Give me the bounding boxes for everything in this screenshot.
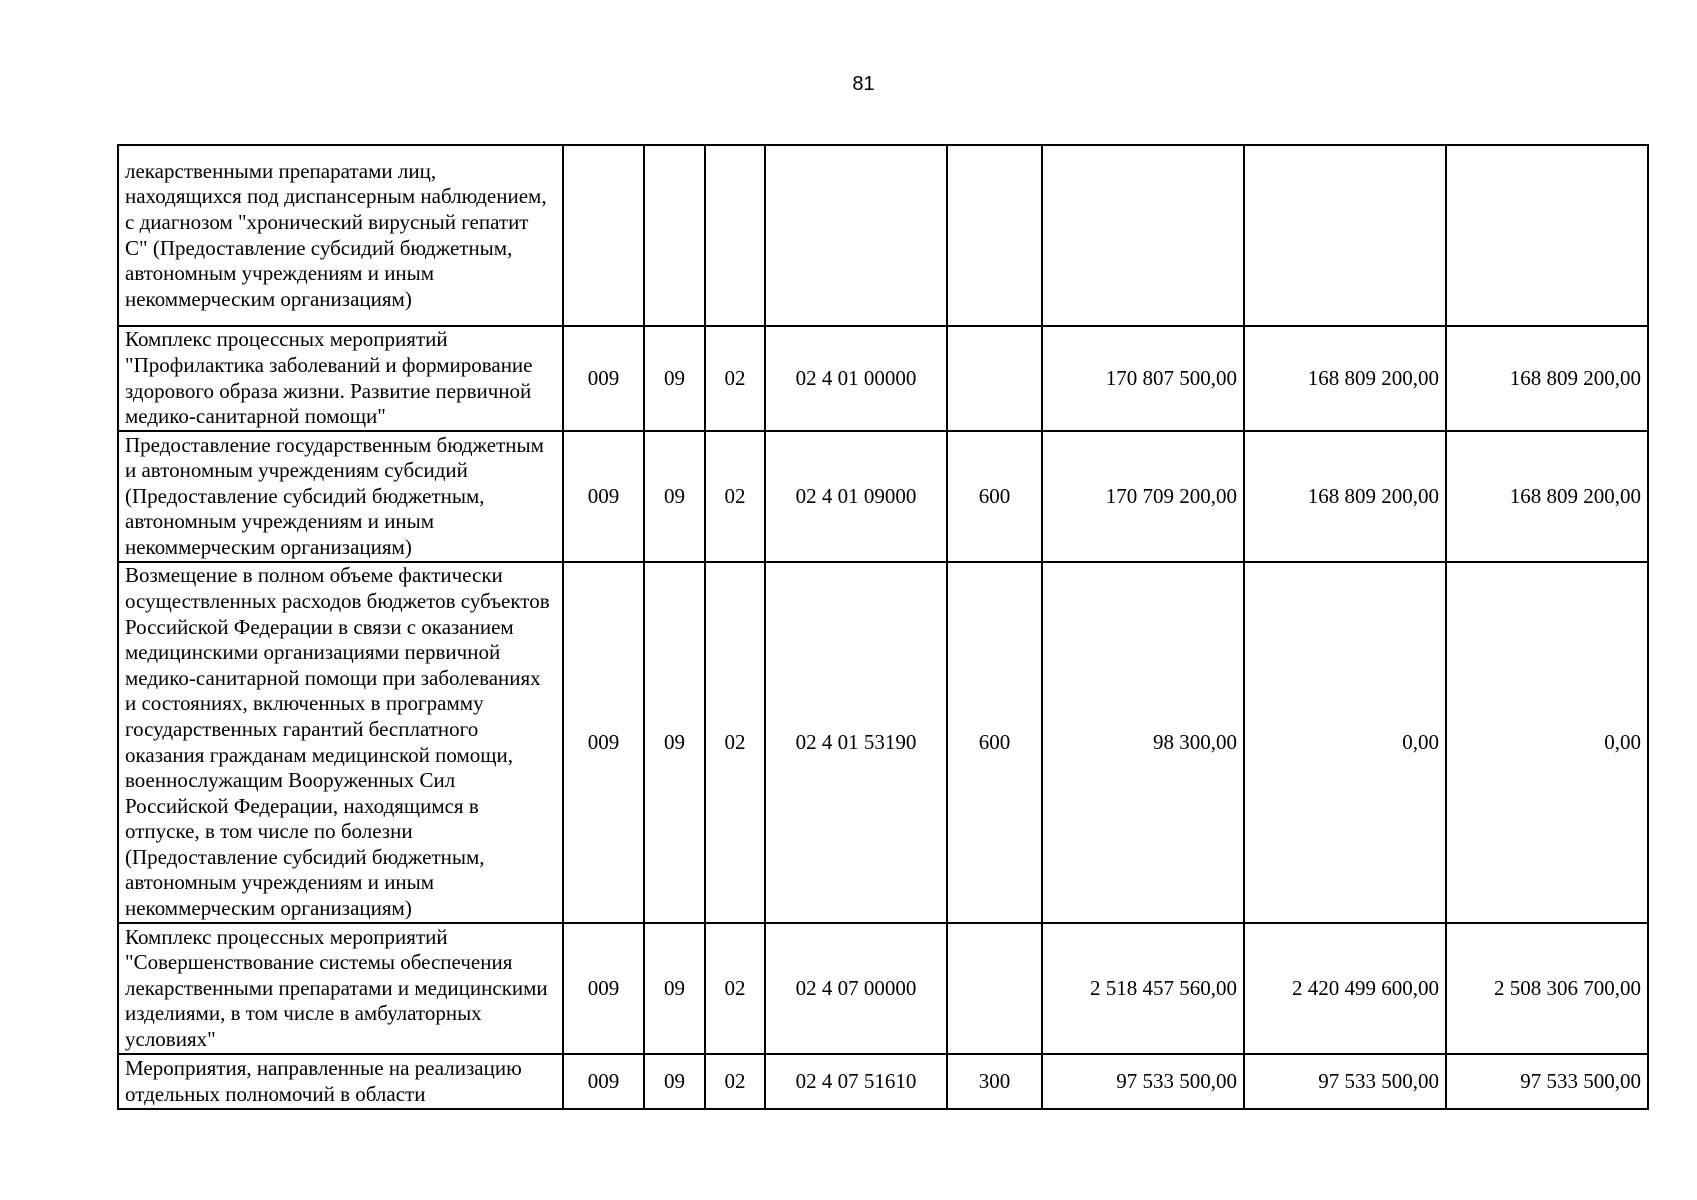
cell-grbs: 009 (563, 326, 644, 431)
cell-section: 09 (644, 431, 705, 562)
cell-amount-year3 (1446, 145, 1648, 326)
cell-expense-type (947, 145, 1042, 326)
cell-amount-year1: 97 533 500,00 (1042, 1054, 1244, 1109)
cell-section: 09 (644, 1054, 705, 1109)
cell-target-article: 02 4 07 00000 (765, 923, 947, 1054)
table-row (118, 326, 1648, 431)
cell-section (644, 145, 705, 326)
cell-amount-year3: 2 508 306 700,00 (1446, 923, 1648, 1054)
cell-amount-year2 (1244, 145, 1446, 326)
cell-amount-year3: 97 533 500,00 (1446, 1054, 1648, 1109)
cell-expense-type: 600 (947, 431, 1042, 562)
cell-amount-year1: 170 709 200,00 (1042, 431, 1244, 562)
cell-subsection (705, 145, 765, 326)
table-row (118, 145, 1648, 326)
cell-target-article: 02 4 01 53190 (765, 562, 947, 923)
table-row (118, 1054, 1648, 1109)
cell-section: 09 (644, 562, 705, 923)
cell-grbs (563, 145, 644, 326)
cell-subsection: 02 (705, 923, 765, 1054)
cell-expense-type: 600 (947, 562, 1042, 923)
cell-section: 09 (644, 923, 705, 1054)
cell-target-article: 02 4 07 51610 (765, 1054, 947, 1109)
table-row (118, 431, 1648, 562)
table-row (118, 923, 1648, 1054)
cell-section: 09 (644, 326, 705, 431)
page-number: 81 (852, 73, 875, 95)
cell-amount-year3: 168 809 200,00 (1446, 431, 1648, 562)
row-description: Возмещение в полном объеме фактически осуществленных расходов бюджетов субъектов Российской Федерации в связи с оказанием медицинскими организациями первичной медико-санитарной помощи при заболеваниях и состояниях, включенных в программу государственных гарантий бесплатного оказания гражданам медицинской помощи, военнослужащим Вооруженных Сил Российской Федерации, находящимся в отпуске, в том числе по болезни (Предоставление субсидий бюджетным, автономным учреждениям и иным некоммерческим организациям) (118, 562, 563, 923)
cell-subsection: 02 (705, 562, 765, 923)
cell-grbs: 009 (563, 431, 644, 562)
cell-subsection: 02 (705, 1054, 765, 1109)
cell-expense-type: 300 (947, 1054, 1042, 1109)
cell-amount-year3: 0,00 (1446, 562, 1648, 923)
cell-amount-year2: 0,00 (1244, 562, 1446, 923)
row-description: Комплекс процессных мероприятий "Совершенствование системы обеспечения лекарственными препаратами и медицинскими изделиями, в том числе в амбулаторных условиях" (118, 923, 563, 1054)
cell-target-article: 02 4 01 09000 (765, 431, 947, 562)
cell-amount-year2: 2 420 499 600,00 (1244, 923, 1446, 1054)
cell-amount-year2: 168 809 200,00 (1244, 431, 1446, 562)
cell-grbs: 009 (563, 562, 644, 923)
cell-amount-year2: 97 533 500,00 (1244, 1054, 1446, 1109)
cell-expense-type (947, 326, 1042, 431)
row-description: лекарственными препаратами лиц, находящихся под диспансерным наблюдением, с диагнозом "хронический вирусный гепатит С" (Предоставление субсидий бюджетным, автономным учреждениям и иным некоммерческим организациям) (118, 145, 563, 326)
table-row (118, 562, 1648, 923)
cell-amount-year3: 168 809 200,00 (1446, 326, 1648, 431)
cell-subsection: 02 (705, 326, 765, 431)
row-description: Предоставление государственным бюджетным и автономным учреждениям субсидий (Предоставление субсидий бюджетным, автономным учреждениям и иным некоммерческим организациям) (118, 431, 563, 562)
cell-amount-year2: 168 809 200,00 (1244, 326, 1446, 431)
cell-grbs: 009 (563, 923, 644, 1054)
cell-amount-year1: 170 807 500,00 (1042, 326, 1244, 431)
cell-grbs: 009 (563, 1054, 644, 1109)
cell-target-article (765, 145, 947, 326)
cell-amount-year1: 98 300,00 (1042, 562, 1244, 923)
row-description: Комплекс процессных мероприятий "Профилактика заболеваний и формирование здорового образа жизни. Развитие первичной медико-санитарной помощи" (118, 326, 563, 431)
cell-subsection: 02 (705, 431, 765, 562)
cell-target-article: 02 4 01 00000 (765, 326, 947, 431)
cell-amount-year1: 2 518 457 560,00 (1042, 923, 1244, 1054)
cell-amount-year1 (1042, 145, 1244, 326)
budget-table (117, 144, 1649, 1110)
row-description: Мероприятия, направленные на реализацию отдельных полномочий в области (118, 1054, 563, 1109)
cell-expense-type (947, 923, 1042, 1054)
